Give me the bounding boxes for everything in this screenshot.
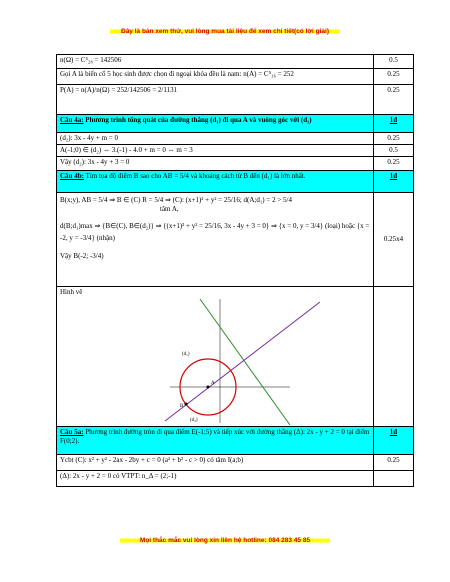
figure-caption: Hình vẽ [60,288,83,296]
score: 1đ [374,171,414,193]
solution-table [56,54,414,487]
label-a: A [211,381,215,386]
line-d1 [200,299,290,425]
row-event-a [57,69,374,85]
row-a-in-d2: A(-1;0) ∈ (d₂) ⇔ 3.(-1) - 4.0 + m = 0 ⇔ m = 3 [57,145,374,157]
question-4a [57,115,374,133]
question-text: Phương trình đường tròn đi qua điểm E(-1;5) và tiếp xúc với đường thẳng (Δ): 2x - y + 2 = 0 tại điểm F(0;2). [60,428,370,445]
row-circle-eq: Ycbt (C): x² + y² - 2ax - 2by + c = 0 (a² + b² - c > 0) có tâm I(a;b) [57,455,374,471]
hotline-banner: Mọi thắc mắc vui lòng xin liên hệ hotline: 084 283 45 85 [120,537,330,544]
score: 0.25 [374,69,414,85]
row-n-omega: n(Ω) = C⁵₂₈ = 142506 [57,55,374,69]
find-b-line2: d(B;d₁)max ⇒ {B∈(C), B∈(d₂)} ⇒ {(x+1)² + y² = 25/16, 3x - 4y + 3 = 0} ⇒ {x = 0, y = 3/4} (loại) hoặc {x = -2, y = -3/4} (nhận) [60,222,370,242]
row-find-b [57,193,374,287]
point-a [207,386,210,389]
question-label: Câu 5a: [60,428,84,436]
score-empty [374,287,414,427]
score: 0.25 [374,133,414,145]
row-normal-vector: (Δ): 2x - y + 2 = 0 có VTPT: n_Δ = (2;-1) [57,471,374,487]
line-d2 [165,302,320,421]
question-5a [57,427,374,455]
score: 0.25x4 [374,193,414,287]
score: 0.25 [374,157,414,171]
row-probability: P(A) = n(A)/n(Ω) = 252/142506 = 2/1131 [57,85,374,115]
event-formula: n(A) = C⁵₁₆ = 252 [243,70,294,78]
question-text: Tìm tọa độ điểm B sao cho AB = 5/4 và khoảng cách từ B đến (d₁) là lớn nhất. [85,172,306,180]
label-b: B [180,404,184,409]
row-conclusion-d2: Vậy (d₂): 3x - 4y + 3 = 0 [57,157,374,171]
score [374,471,414,487]
question-text: Phương trình tổng quát của đường thẳng (d₁) đi qua A và vuông góc với (d₁) [85,116,312,124]
score: 1đ [374,115,414,133]
question-4b [57,171,374,193]
label-d2: (d₂) [190,418,198,423]
point-b [185,403,188,406]
score: 1đ [374,427,414,455]
score: 0.5 [374,55,414,69]
circle-center: tâm A, [160,205,179,213]
score: 0.5 [374,145,414,157]
find-b-line1: B(x;y), AB = 5/4 ⇒ B ∈ (C) R = 5/4 ⇒ (C): (x+1)² + y² = 25/16; d(A;d₁) = 2 > 5/4 [60,196,292,204]
label-d1: (d₁) [182,352,190,357]
preview-banner: Đây là bản xem thử, vui lòng mua tài liệu để xem chi tiết(có lời giải) [110,28,340,35]
question-label: Câu 4b: [60,172,84,180]
score: 0.25 [374,455,414,471]
row-figure [57,287,374,427]
row-d2-general: (d₂): 3x - 4y + m = 0 [57,133,374,145]
question-label: Câu 4a: [60,116,84,124]
event-text: Gọi A là biến cố 5 học sinh được chọn đi ngoại khóa đều là nam: [60,70,242,78]
find-b-conclusion: Vậy B(-2; -3/4) [60,252,104,260]
geometry-figure [60,297,370,425]
score: 0.25 [374,85,414,115]
